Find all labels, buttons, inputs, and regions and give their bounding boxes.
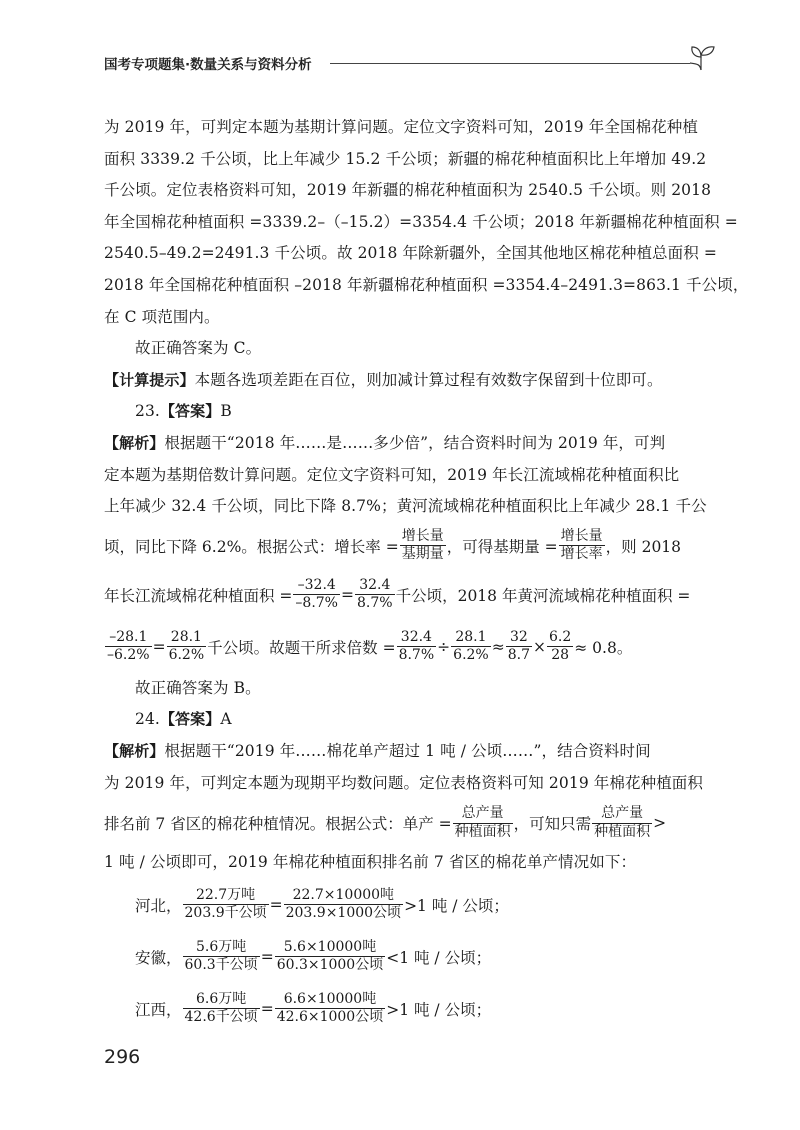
fraction: $\frac{32}{8.7}$ <box>507 628 530 664</box>
tip-label: 【计算提示】 <box>104 370 195 389</box>
text-line: 2018 年全国棉花种植面积 –2018 年新疆棉花种植面积 =3354.4–2491.3=863.1 千公顷， <box>104 275 749 294</box>
text-line: 2540.5–49.2=2491.3 千公顷。故 2018 年除新疆外，全国其他地区棉花种植总面积 = <box>104 244 717 263</box>
q23-number: 23. <box>135 402 160 421</box>
q24-answer: A <box>220 710 232 729</box>
fraction: 6.6万吨 42.6千公顷 <box>184 990 258 1026</box>
final-answer-23: 故正确答案为 B。 <box>135 678 261 697</box>
province-row: 安徽， 5.6万吨 60.3千公顷 = 5.6×10000吨 60.3×1000公顷 <1 吨 / 公顷； <box>135 938 492 974</box>
text-line: 【解析】根据题干“2018 年……是……多少倍”，结合资料时间为 2019 年，可判 <box>104 433 666 452</box>
fraction: 总产量 种植面积 <box>594 805 651 840</box>
header-title: 国考专项题集·数量关系与资料分析 <box>104 57 312 73</box>
text-line: 在 C 项范围内。 <box>104 307 220 326</box>
fraction: $\frac{6.2}{28}$ <box>549 628 572 664</box>
province-row: 河北， 22.7万吨 203.9千公顷 = 22.7×10000吨 203.9×1000公顷 >1 吨 / 公顷； <box>135 886 509 922</box>
text-line: 千公顷。定位表格资料可知，2019 年新疆的棉花种植面积为 2540.5 千公顷。则 2018 <box>104 181 712 200</box>
fraction: $\frac{28.1}{6.2\%}$ <box>168 628 205 664</box>
analysis-label: 【解析】 <box>104 741 165 760</box>
answer-label: 【答案】 <box>159 710 221 729</box>
fraction: $\frac{-32.4}{-8.7\%}$ <box>295 576 338 612</box>
formula-line: 年长江流域棉花种植面积 = $\frac{-32.4}{-8.7\%}$ = $\frac{32.4}{8.7\%}$ 千公顷，2018 年黄河流域棉花种植面积 = <box>104 576 691 612</box>
fraction: 22.7万吨 203.9千公顷 <box>184 886 267 922</box>
header-rule <box>330 63 690 64</box>
calc-tip <box>104 365 702 397</box>
answer-label: 【答案】 <box>159 402 221 421</box>
fraction: 5.6万吨 60.3千公顷 <box>184 938 258 974</box>
formula-line: $\frac{-28.1}{-6.2\%}$ = $\frac{28.1}{6.2\%}$ 千公顷。故题干所求倍数 = $\frac{32.4}{8.7\%}$ ÷ $\frac{28.1}{6.2\%}$ ≈ $\frac{32}{8.7}$ × $\frac{6.2}{28}$ ≈ 0.8。 <box>107 628 633 664</box>
text-line: 上年减少 32.4 千公顷，同比下降 8.7%；黄河流域棉花种植面积比上年减少 28.1 千公 <box>104 497 707 516</box>
page-number: 296 <box>104 1046 141 1068</box>
text-line: 1 吨 / 公顷即可，2019 年棉花种植面积排名前 7 省区的棉花单产情况如下： <box>104 853 637 872</box>
fraction: 增长量 增长率 <box>560 527 603 563</box>
fraction: 增长量 基期量 <box>401 527 444 563</box>
formula-line: 排名前 7 省区的棉花种植情况。根据公式：单产 = 总产量 种植面积 ，可知只需 总产量 种植面积 > <box>104 805 667 840</box>
page-body <box>104 112 749 1035</box>
q24-number: 24. <box>135 710 160 729</box>
q23-answer-line <box>104 396 702 428</box>
q23-answer: B <box>220 402 232 421</box>
fraction: 5.6×10000吨 60.3×1000公顷 <box>276 938 384 974</box>
fraction: $\frac{-28.1}{-6.2\%}$ <box>107 628 150 664</box>
text-line: 【解析】根据题干“2019 年……棉花单产超过 1 吨 / 公顷……”，结合资料时间 <box>104 741 651 760</box>
text-line: 年全国棉花种植面积 =3339.2–（–15.2）=3354.4 千公顷；2018 年新疆棉花种植面积 = <box>104 212 738 231</box>
fraction: $\frac{32.4}{8.7\%}$ <box>357 576 393 612</box>
text-line: 为 2019 年，可判定本题为基期计算问题。定位文字资料可知，2019 年全国棉花种植 <box>104 118 698 136</box>
q24-answer-line <box>104 704 702 736</box>
fraction: 总产量 种植面积 <box>454 805 511 840</box>
fraction: $\frac{28.1}{6.2\%}$ <box>453 628 489 664</box>
running-header <box>104 44 714 74</box>
formula-line: 顷，同比下降 6.2%。根据公式：增长率 = 增长量 基期量 ，可得基期量 = 增长量 增长率 ，则 2018 <box>104 527 682 563</box>
tip-text: 本题各选项差距在百位，则加减计算过程有效数字保留到十位即可。 <box>194 370 663 389</box>
text-line: 面积 3339.2 千公顷，比上年减少 15.2 千公顷；新疆的棉花种植面积比上年增加 49.2 <box>104 149 707 168</box>
analysis-label: 【解析】 <box>104 433 165 452</box>
province-row: 江西， 6.6万吨 42.6千公顷 = 6.6×10000吨 42.6×1000公顷 >1 吨 / 公顷； <box>135 990 492 1026</box>
final-answer-22: 故正确答案为 C。 <box>135 339 262 358</box>
sprout-icon <box>687 44 717 72</box>
text-line: 定本题为基期倍数计算问题。定位文字资料可知，2019 年长江流域棉花种植面积比 <box>104 465 680 484</box>
fraction: $\frac{32.4}{8.7\%}$ <box>398 628 435 664</box>
fraction: 6.6×10000吨 42.6×1000公顷 <box>276 990 384 1026</box>
fraction: 22.7×10000吨 203.9×1000公顷 <box>285 886 402 922</box>
text-line: 为 2019 年，可判定本题为现期平均数问题。定位表格资料可知 2019 年棉花种植面积 <box>104 773 704 792</box>
